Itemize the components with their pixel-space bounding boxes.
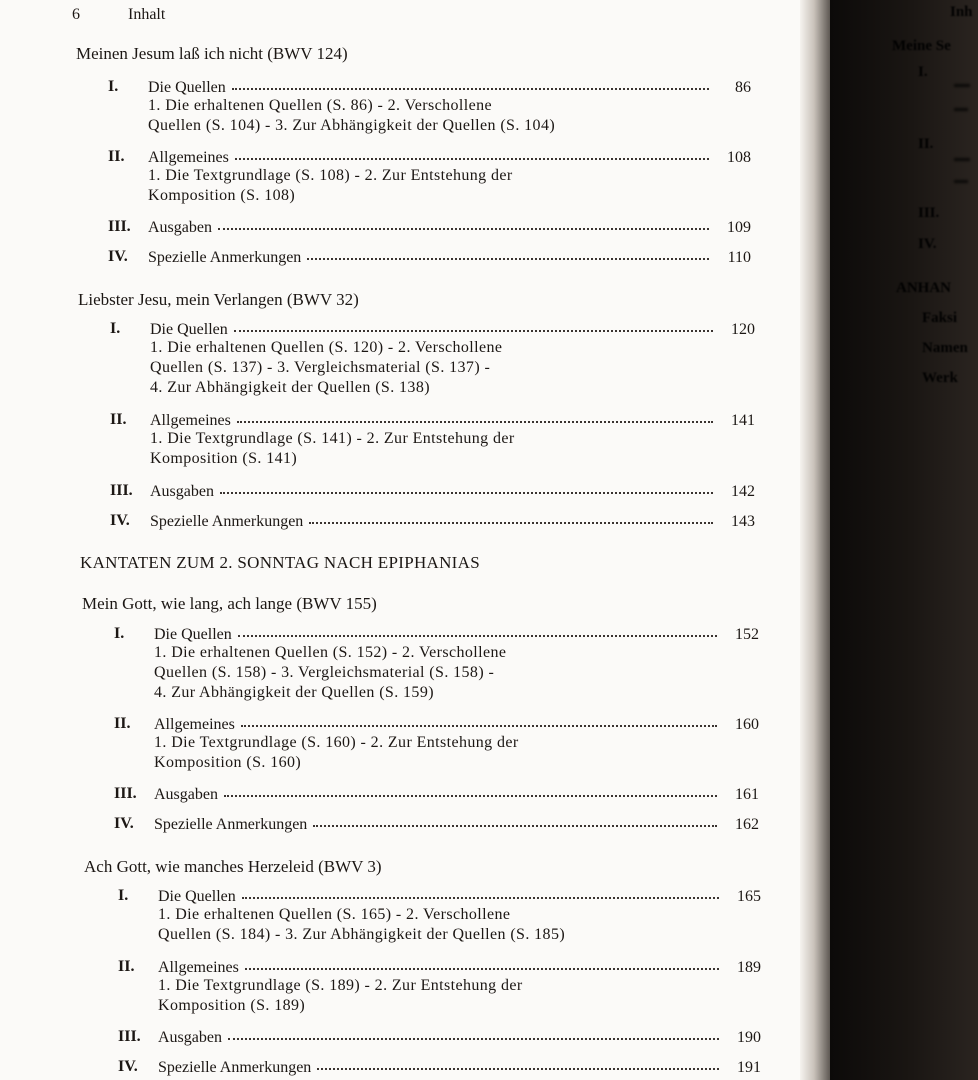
entry-subtopics <box>154 733 714 773</box>
subtopic-line: 1. Die Textgrundlage (S. 141) - 2. Zur Entstehung der <box>150 430 515 447</box>
page-reference: 110 <box>727 249 751 266</box>
facing-page-text: Faksi <box>922 310 958 326</box>
subtopic-line: Quellen (S. 104) - 3. Zur Abhängigkeit der Quellen (S. 104) <box>148 117 556 134</box>
facing-page-text: I. <box>918 64 928 80</box>
dot-leader <box>241 713 717 727</box>
entry-subtopics <box>150 429 710 469</box>
section-numeral: IV. <box>118 1058 138 1075</box>
section-numeral: II. <box>114 715 131 732</box>
subtopic-line: Komposition (S. 108) <box>148 187 296 204</box>
subtopic-line: 1. Die erhaltenen Quellen (S. 86) - 2. Verschollene <box>148 97 493 114</box>
facing-page-text: Inh <box>950 4 973 20</box>
work-title: Ach Gott, wie manches Herzeleid (BWV 3) <box>84 857 382 876</box>
entry-heading <box>148 148 751 168</box>
facing-page-text: IV. <box>918 236 937 252</box>
section-numeral: IV. <box>108 248 128 265</box>
dot-leader <box>238 623 717 637</box>
subtopic-line: 1. Die Textgrundlage (S. 160) - 2. Zur Entstehung der <box>154 734 519 751</box>
work-title: Meinen Jesum laß ich nicht (BWV 124) <box>76 44 348 63</box>
entry-heading <box>158 887 761 907</box>
dot-leader <box>313 813 717 827</box>
section-heading: KANTATEN ZUM 2. SONNTAG NACH EPIPHANIAS <box>80 553 480 572</box>
page-reference: 152 <box>735 626 759 643</box>
facing-page-text: Werk <box>922 370 958 386</box>
entry-heading <box>150 512 755 532</box>
dot-leader <box>307 246 709 260</box>
entry-heading <box>158 958 761 978</box>
section-numeral: III. <box>108 218 131 235</box>
page-reference: 120 <box>731 321 755 338</box>
page-reference: 141 <box>731 412 755 429</box>
dot-leader <box>234 318 713 332</box>
entry-heading <box>148 218 751 238</box>
facing-page-text: II. <box>918 136 934 152</box>
entry-heading <box>148 78 751 98</box>
page-reference: 109 <box>727 219 751 236</box>
entry-label: Die Quellen <box>150 321 228 338</box>
page-reference: 162 <box>735 816 759 833</box>
page-reference: 190 <box>737 1029 761 1046</box>
section-numeral: I. <box>110 320 121 337</box>
entry-heading <box>150 482 755 502</box>
subtopic-line: 1. Die erhaltenen Quellen (S. 165) - 2. Verschollene <box>158 906 511 923</box>
section-numeral: II. <box>108 148 125 165</box>
dot-leader <box>317 1056 719 1070</box>
page-reference: 142 <box>731 483 755 500</box>
entry-label: Ausgaben <box>148 219 212 236</box>
subtopic-line: Komposition (S. 141) <box>150 450 298 467</box>
page-reference: 189 <box>737 959 761 976</box>
page-reference: 165 <box>737 888 761 905</box>
facing-page-fragment <box>954 180 968 183</box>
entry-label: Allgemeines <box>148 149 229 166</box>
section-numeral: III. <box>118 1028 141 1045</box>
facing-page-fragment <box>954 108 968 111</box>
entry-label: Allgemeines <box>150 412 231 429</box>
entry-label: Die Quellen <box>158 888 236 905</box>
section-numeral: I. <box>114 625 125 642</box>
section-numeral: I. <box>108 78 119 95</box>
section-numeral: II. <box>118 958 135 975</box>
section-numeral: III. <box>110 482 133 499</box>
dot-leader <box>242 885 719 899</box>
page-reference: 86 <box>735 79 751 96</box>
entry-label: Allgemeines <box>158 959 239 976</box>
facing-page-text: III. <box>918 205 940 221</box>
entry-label: Allgemeines <box>154 716 235 733</box>
page-reference: 161 <box>735 786 759 803</box>
entry-label: Ausgaben <box>158 1029 222 1046</box>
subtopic-line: 1. Die Textgrundlage (S. 189) - 2. Zur Entstehung der <box>158 977 523 994</box>
entry-label: Die Quellen <box>148 79 226 96</box>
page-reference: 160 <box>735 716 759 733</box>
page-number: 6 <box>72 6 80 23</box>
dot-leader <box>218 216 709 230</box>
subtopic-line: 4. Zur Abhängigkeit der Quellen (S. 159) <box>154 684 434 701</box>
entry-subtopics <box>148 96 708 136</box>
entry-label: Spezielle Anmerkungen <box>154 816 308 833</box>
facing-page-fragment <box>954 158 970 161</box>
entry-subtopics <box>158 976 718 1016</box>
entry-subtopics <box>150 338 710 398</box>
entry-heading <box>154 625 759 645</box>
entry-label: Die Quellen <box>154 626 232 643</box>
facing-page-fragment <box>954 84 970 87</box>
dot-leader <box>309 510 713 524</box>
entry-heading <box>150 411 755 431</box>
page-reference: 191 <box>737 1059 761 1076</box>
entry-heading <box>150 320 755 340</box>
dot-leader <box>235 146 709 160</box>
subtopic-line: Komposition (S. 189) <box>158 997 306 1014</box>
subtopic-line: 1. Die erhaltenen Quellen (S. 152) - 2. Verschollene <box>154 644 507 661</box>
entry-label: Spezielle Anmerkungen <box>148 249 302 266</box>
entry-subtopics <box>154 643 714 703</box>
dot-leader <box>224 783 717 797</box>
entry-label: Spezielle Anmerkungen <box>150 513 304 530</box>
section-numeral: IV. <box>110 512 130 529</box>
facing-page-shadow <box>830 0 978 1080</box>
entry-heading <box>158 1058 761 1078</box>
entry-label: Spezielle Anmerkungen <box>158 1059 312 1076</box>
entry-label: Ausgaben <box>154 786 218 803</box>
facing-page-text: ANHAN <box>896 280 951 296</box>
subtopic-line: 4. Zur Abhängigkeit der Quellen (S. 138) <box>150 379 430 396</box>
subtopic-line: Komposition (S. 160) <box>154 754 302 771</box>
running-head <box>72 6 165 24</box>
subtopic-line: Quellen (S. 158) - 3. Vergleichsmaterial (S. 158) - <box>154 664 495 681</box>
dot-leader <box>237 409 713 423</box>
section-numeral: I. <box>118 887 129 904</box>
section-numeral: III. <box>114 785 137 802</box>
subtopic-line: 1. Die Textgrundlage (S. 108) - 2. Zur Entstehung der <box>148 167 513 184</box>
dot-leader <box>228 1026 719 1040</box>
subtopic-line: Quellen (S. 137) - 3. Vergleichsmaterial (S. 137) - <box>150 359 491 376</box>
entry-subtopics <box>158 905 718 945</box>
work-title: Liebster Jesu, mein Verlangen (BWV 32) <box>78 290 359 309</box>
facing-page-text: Meine Se <box>892 38 951 54</box>
section-numeral: IV. <box>114 815 134 832</box>
subtopic-line: 1. Die erhaltenen Quellen (S. 120) - 2. Verschollene <box>150 339 503 356</box>
page-reference: 108 <box>727 149 751 166</box>
section-numeral: II. <box>110 411 127 428</box>
entry-heading <box>148 248 751 268</box>
entry-heading <box>158 1028 761 1048</box>
entry-heading <box>154 715 759 735</box>
entry-subtopics <box>148 166 708 206</box>
entry-label: Ausgaben <box>150 483 214 500</box>
page-reference: 143 <box>731 513 755 530</box>
entry-heading <box>154 785 759 805</box>
dot-leader <box>220 480 713 494</box>
entry-heading <box>154 815 759 835</box>
subtopic-line: Quellen (S. 184) - 3. Zur Abhängigkeit der Quellen (S. 185) <box>158 926 566 943</box>
running-title: Inhalt <box>128 6 166 23</box>
work-title: Mein Gott, wie lang, ach lange (BWV 155) <box>82 594 377 613</box>
dot-leader <box>232 76 709 90</box>
dot-leader <box>245 956 719 970</box>
facing-page-text: Namen <box>922 340 968 356</box>
